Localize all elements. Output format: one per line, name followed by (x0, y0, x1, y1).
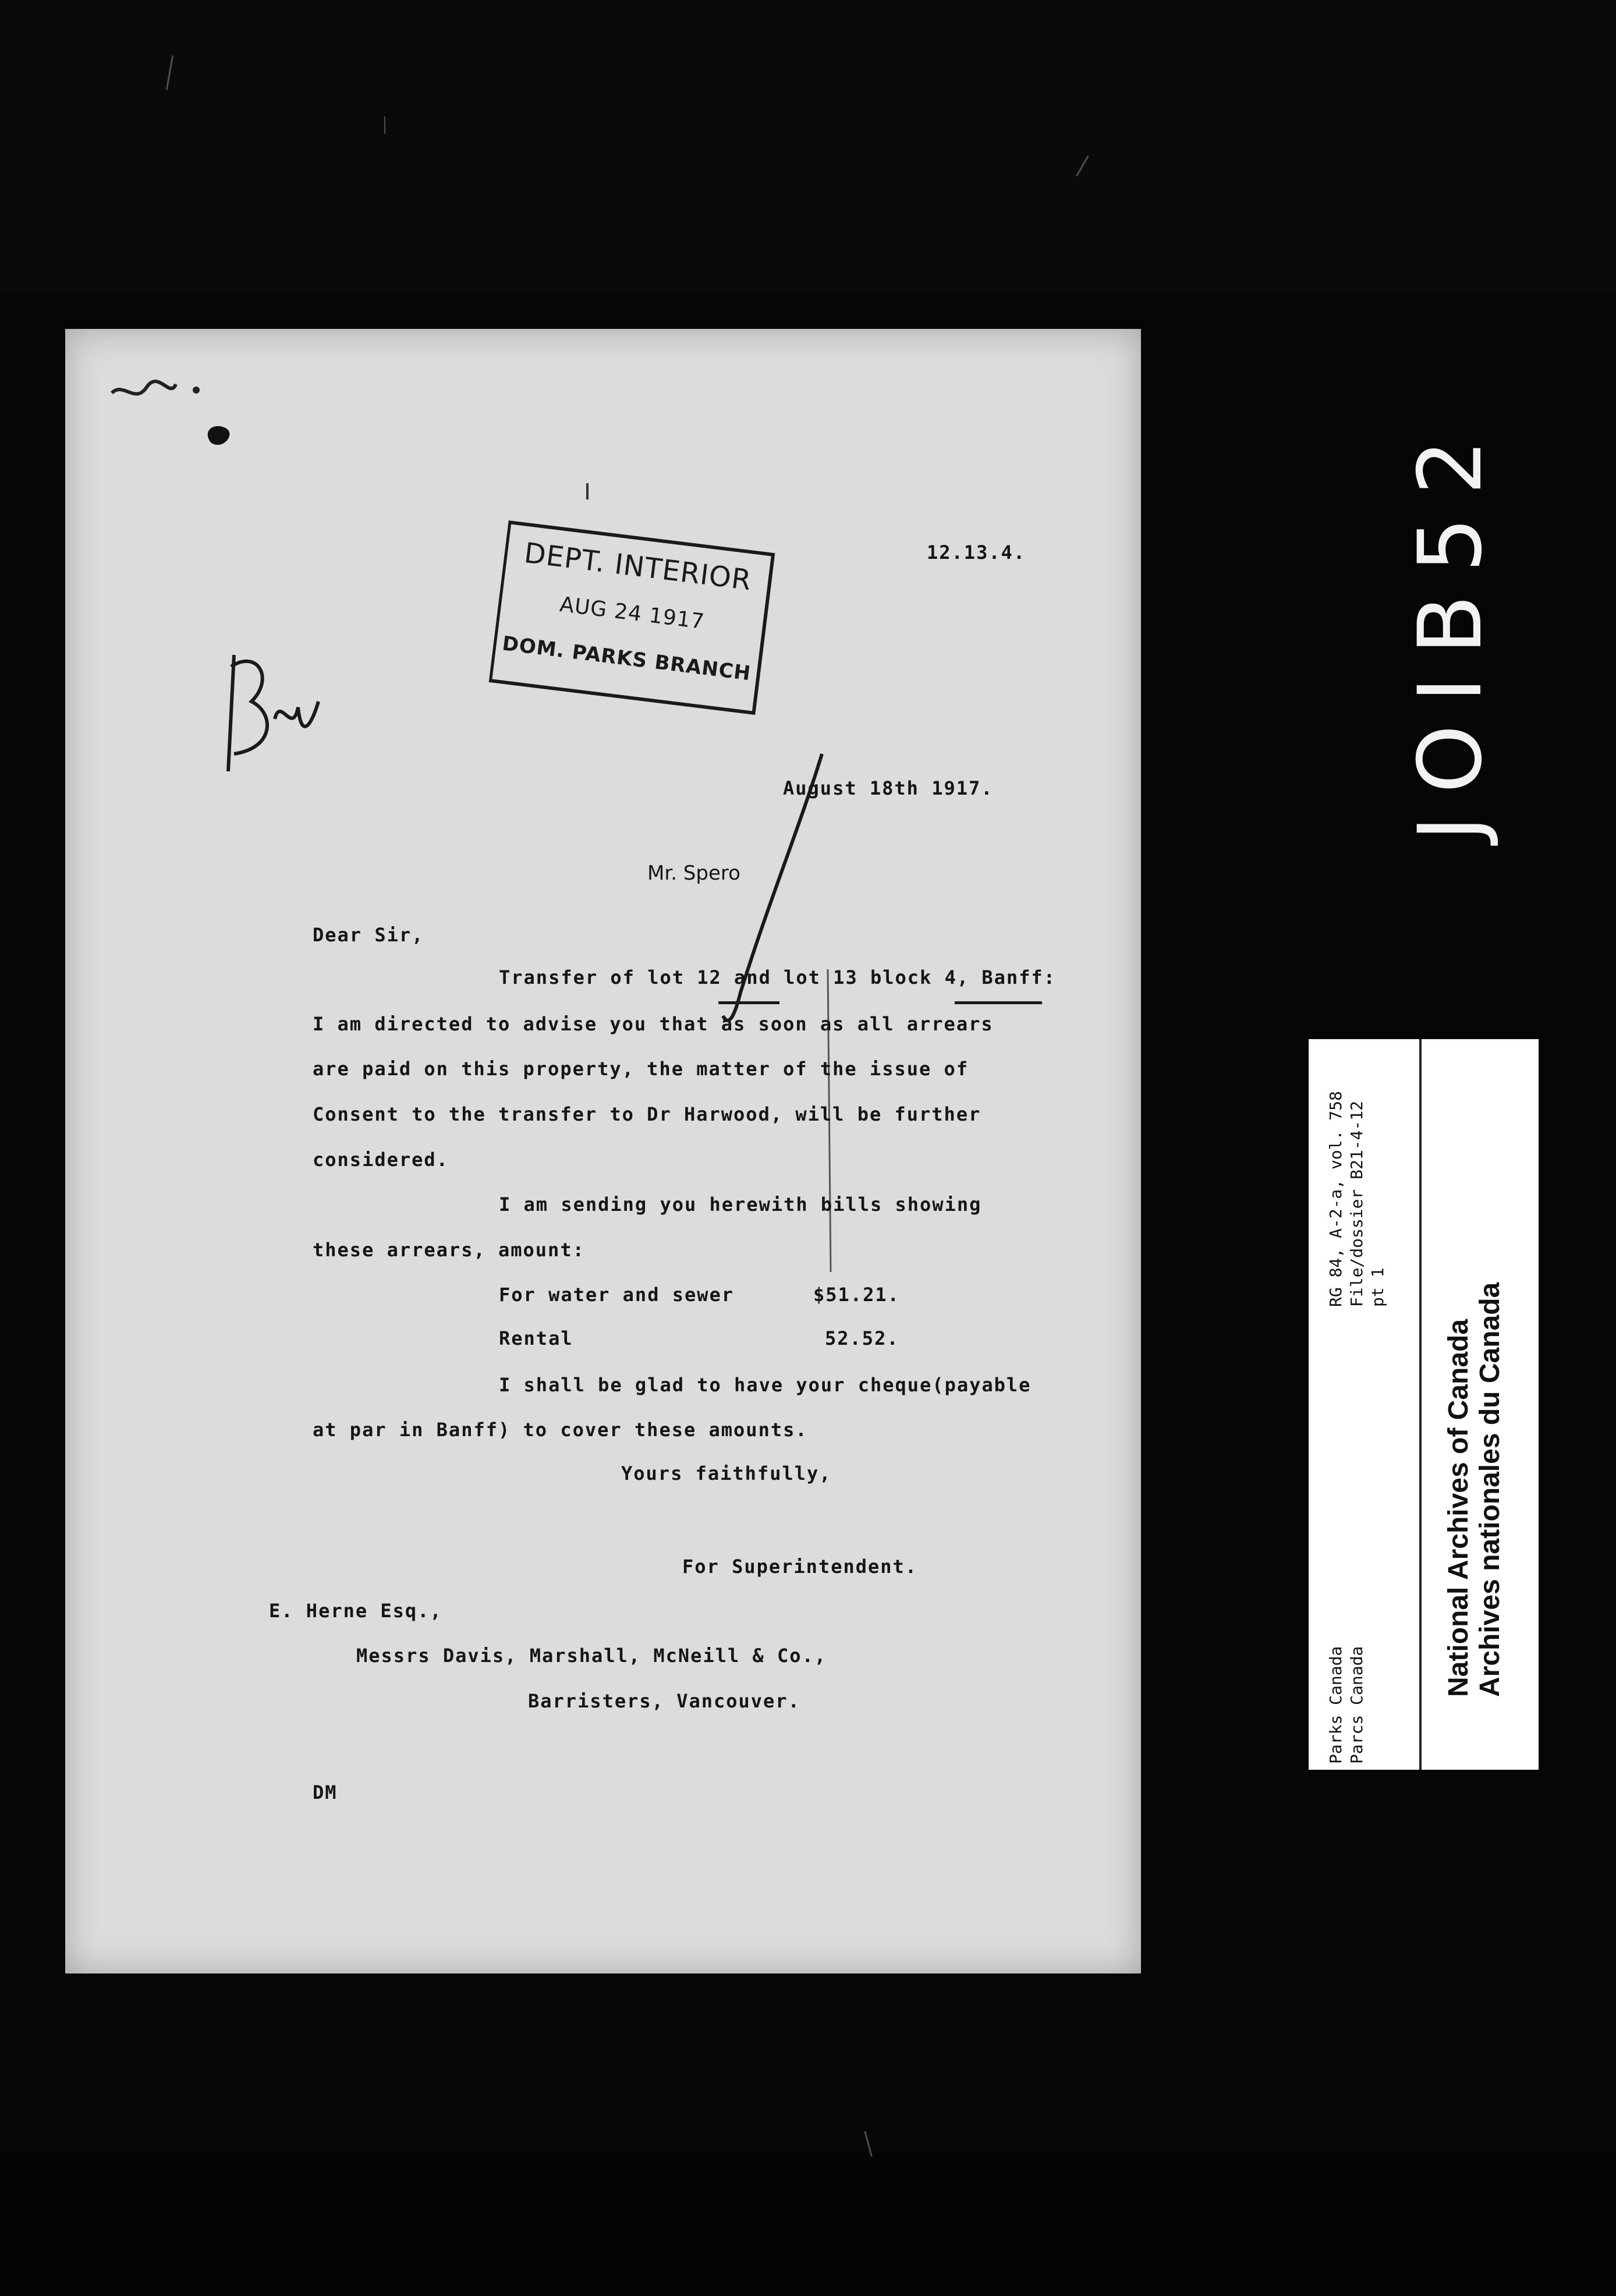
stamp-date: AUG 24 1917 (558, 592, 706, 635)
body-line: Consent to the transfer to Dr Harwood, will be further (313, 1103, 981, 1125)
salutation: Dear Sir, (313, 924, 424, 946)
recipient-line: Messrs Davis, Marshall, McNeill & Co., (356, 1645, 827, 1667)
film-scratch (384, 116, 385, 134)
subject-underline (718, 1001, 779, 1004)
handwritten-addressee-note: Mr. Spero (647, 862, 740, 885)
film-border-bottom (0, 2154, 1616, 2296)
request-line: at par in Banff) to cover these amounts. (313, 1419, 808, 1441)
request-line: I shall be glad to have your cheque(payable (499, 1374, 1032, 1396)
closing: Yours faithfully, (621, 1462, 832, 1484)
enclosure-line: I am sending you herewith bills showing (499, 1193, 982, 1216)
institution-name-en: National Archives of Canada (1443, 1319, 1474, 1697)
typist-initials: DM (313, 1781, 338, 1804)
letter-page (65, 329, 1141, 1973)
file-reference: 12.13.4. (927, 541, 1026, 564)
pencil-mark (586, 483, 589, 499)
charge-amount: $51.21. (813, 1284, 900, 1306)
recipient-line: E. Herne Esq., (269, 1600, 442, 1622)
archive-creator-line: Parks Canada (1326, 1646, 1345, 1764)
charge-label: Rental (499, 1327, 573, 1349)
archive-reference-line: pt 1 (1368, 1267, 1387, 1307)
charge-amount: 52.52. (825, 1327, 899, 1349)
archive-label-institution-panel (1422, 1039, 1539, 1770)
archive-reference-line: File/dossier B21-4-12 (1347, 1100, 1366, 1307)
institution-name-fr: Archives nationales du Canada (1475, 1282, 1505, 1697)
film-scratch (864, 2131, 873, 2156)
enclosure-line: these arrears, amount: (313, 1239, 585, 1261)
stamp-department: DEPT. INTERIOR (522, 536, 754, 597)
archive-label (1309, 1039, 1539, 1770)
body-line: are paid on this property, the matter of the issue of (313, 1058, 969, 1080)
archive-label-reference-panel (1309, 1039, 1422, 1770)
letter-date: August 18th 1917. (783, 777, 994, 799)
signature-line: For Superintendent. (682, 1556, 918, 1578)
handwritten-mark (100, 370, 251, 451)
recipient-line: Barristers, Vancouver. (528, 1690, 800, 1712)
charge-label: For water and sewer (499, 1284, 735, 1306)
archive-reference-line: RG 84, A-2-a, vol. 758 (1326, 1091, 1345, 1307)
film-frame-number: JOIB52 (1400, 417, 1501, 841)
subject-underline (955, 1001, 1042, 1004)
body-line: I am directed to advise you that as soon as all arrears (313, 1013, 994, 1035)
film-border-top (0, 0, 1616, 291)
received-stamp (489, 520, 775, 715)
archive-creator-line: Parcs Canada (1347, 1646, 1366, 1764)
stamp-branch: DOM. PARKS BRANCH (501, 632, 753, 686)
subject-line: Transfer of lot 12 and lot 13 block 4, Banff: (499, 966, 1056, 988)
body-line: considered. (313, 1149, 449, 1171)
handwritten-initials (211, 632, 350, 783)
